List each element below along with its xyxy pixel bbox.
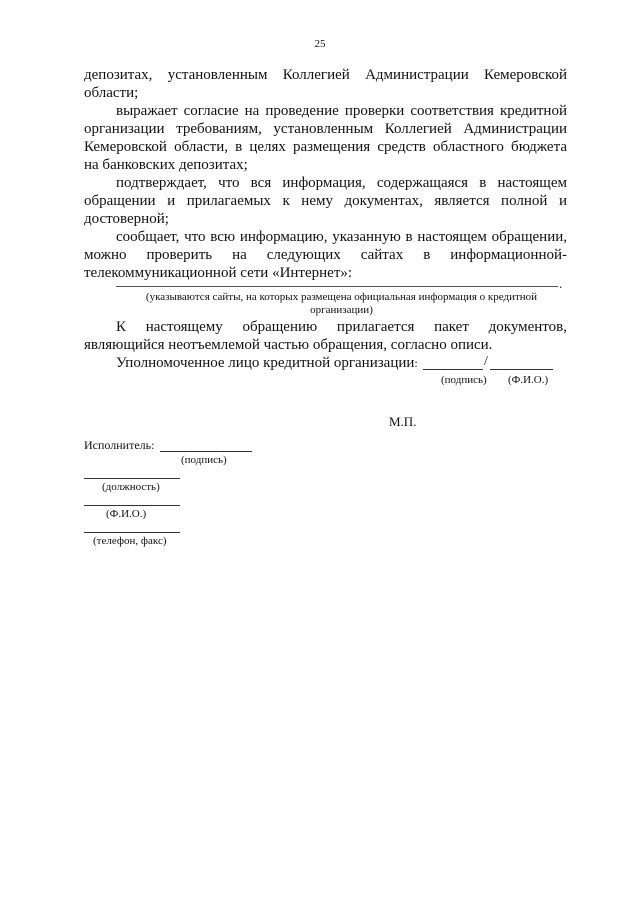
paragraph-line: организации требованиям, установленным Коллегией Администрации [84,121,567,137]
paragraph-line: подтверждает, что вся информация, содержащаяся в настоящем [116,175,567,191]
paragraph-line: обращении и прилагаемых к нему документах, является полной и [84,193,567,209]
sites-caption: (указываются сайты, на которых размещена официальная информация о кредитной [145,291,538,303]
position-line [84,478,180,479]
authorized-signature-line [423,369,483,370]
executor-label: Исполнитель: [84,438,155,452]
executor-fio-caption: (Ф.И.О.) [106,508,147,520]
phone-caption: (телефон, факс) [93,535,167,547]
phone-line [84,532,180,533]
stamp-place: М.П. [389,414,417,429]
paragraph-line: телекоммуникационной сети «Интернет»: [84,265,353,281]
signature-caption: (подпись) [441,374,487,386]
authorized-person-label: Уполномоченное лицо кредитной организации: [116,355,418,371]
page-number: 25 [314,38,326,50]
position-caption: (должность) [102,481,160,493]
executor-signature-caption: (подпись) [181,454,227,466]
paragraph-line: на банковских депозитах; [84,157,248,173]
paragraph-line: сообщает, что всю информацию, указанную в настоящем обращении, [116,229,567,245]
attachment-line: являющийся неотъемлемой частью обращения, согласно описи. [84,337,493,353]
executor-signature-line [160,451,252,452]
authorized-name-line [490,369,553,370]
paragraph-line: выражает согласие на проведение проверки соответствия кредитной [116,103,567,119]
paragraph-line: области; [84,85,139,101]
sites-caption-continued: организации) [310,304,373,316]
paragraph-line: Кемеровской области, в целях размещения средств областного бюджета [84,139,567,155]
fio-caption: (Ф.И.О.) [508,374,549,386]
paragraph-line: депозитах, установленным Коллегией Администрации Кемеровской [84,67,567,83]
paragraph-line: достоверной; [84,211,169,227]
paragraph-line: можно проверить на следующих сайтах в информационной- [84,247,567,263]
sites-line-end: . [559,276,563,291]
attachment-line: К настоящему обращению прилагается пакет документов, [116,319,567,335]
sites-blank-line [116,286,558,287]
signature-separator: / [484,354,488,369]
executor-fio-line [84,505,180,506]
